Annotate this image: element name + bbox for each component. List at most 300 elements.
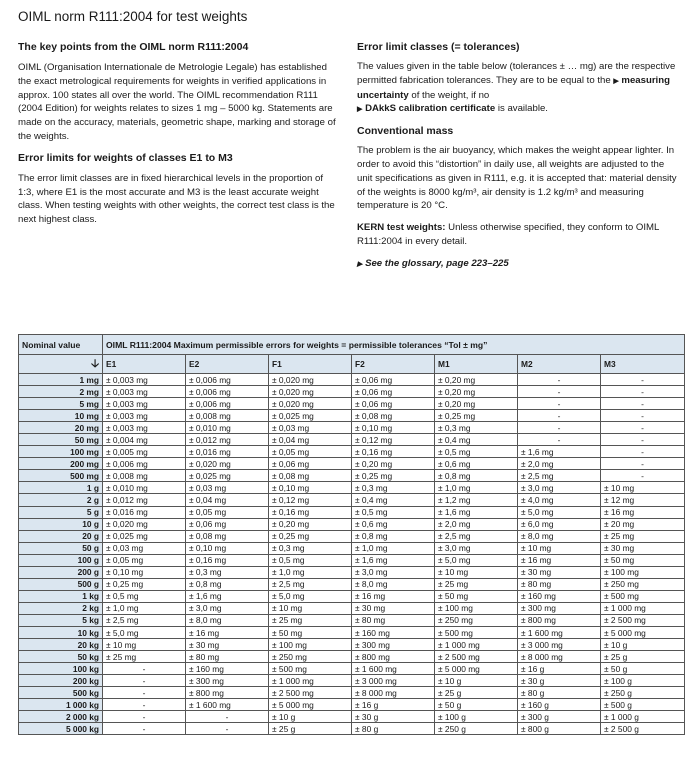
nominal-value-cell: 200 kg (19, 675, 103, 687)
nominal-value-cell: 5 mg (19, 398, 103, 410)
tolerance-cell-e2: ± 0,3 mg (186, 566, 269, 578)
tolerance-cell-e2: ± 16 mg (186, 626, 269, 638)
tolerance-cell-e1: ± 0,025 mg (103, 530, 186, 542)
table-row (19, 675, 685, 687)
tolerance-cell-f1: ± 0,03 mg (269, 422, 352, 434)
dakks-certificate-link[interactable] (357, 103, 495, 114)
page-title: OIML norm R111:2004 for test weights (18, 9, 248, 24)
tolerance-cell-m2: ± 4,0 mg (518, 494, 601, 506)
tolerance-cell-f2: ± 3 000 mg (352, 675, 435, 687)
tolerance-cell-f1: ± 10 mg (269, 602, 352, 614)
tolerance-cell-m2: ± 80 mg (518, 578, 601, 590)
tolerance-cell-e1: ± 0,012 mg (103, 494, 186, 506)
tolerance-cell-m2: ± 800 g (518, 723, 601, 735)
table-row (19, 398, 685, 410)
tolerance-cell-m3: ± 500 mg (601, 590, 685, 602)
tolerance-cell-m1: ± 50 mg (435, 590, 518, 602)
tolerance-cell-f1: ± 500 mg (269, 663, 352, 675)
kern-test-weights-text: Unless otherwise specified, they conform to OIML R111:2004 in every detail. (357, 222, 659, 247)
tolerance-cell-f2: ± 0,4 mg (352, 494, 435, 506)
tolerance-cell-e1: ± 0,003 mg (103, 410, 186, 422)
tolerance-cell-m1: ± 3,0 mg (435, 542, 518, 554)
tolerance-cell-m3: - (601, 434, 685, 446)
tolerance-cell-e2: - (186, 711, 269, 723)
tolerance-cell-m2: ± 8,0 mg (518, 530, 601, 542)
tolerance-cell-m3: ± 1 000 mg (601, 602, 685, 614)
tolerance-cell-e2: ± 0,16 mg (186, 554, 269, 566)
link-arrow-icon: ▶ (613, 77, 619, 85)
tolerance-cell-f1: ± 1,0 mg (269, 566, 352, 578)
tolerance-cell-m2: - (518, 374, 601, 386)
tolerance-cell-m1: ± 100 g (435, 711, 518, 723)
table-row (19, 470, 685, 482)
nominal-value-cell: 50 mg (19, 434, 103, 446)
tolerance-cell-f1: ± 0,020 mg (269, 386, 352, 398)
tolerance-cell-m1: ± 10 g (435, 675, 518, 687)
table-caption: OIML R111:2004 Maximum permissible errors for weights = permissible tolerances “Tol ± mg” (103, 335, 685, 355)
nominal-value-cell: 20 mg (19, 422, 103, 434)
tolerance-cell-m1: ± 0,20 mg (435, 374, 518, 386)
tolerance-cell-e2: ± 1,6 mg (186, 590, 269, 602)
tolerance-cell-e2: ± 0,010 mg (186, 422, 269, 434)
conventional-mass-heading: Conventional mass (357, 125, 454, 138)
nominal-value-cell: 1 000 kg (19, 699, 103, 711)
tolerance-cell-e2: ± 160 mg (186, 663, 269, 675)
tolerance-cell-e1: - (103, 663, 186, 675)
nominal-value-header: Nominal value (19, 335, 103, 355)
table-row (19, 590, 685, 602)
tolerance-cell-f2: ± 80 g (352, 723, 435, 735)
tolerance-cell-m3: - (601, 470, 685, 482)
table-row (19, 554, 685, 566)
tolerance-cell-e1: ± 0,004 mg (103, 434, 186, 446)
error-limits-paragraph: The error limit classes are in fixed hierarchical levels in the proportion of 1:3, where E1 is the most accurate and M3 is the least accurate weight class. When testing weights with other weights, the correct test class is the next highest class. (18, 172, 335, 226)
tolerance-cell-e2: ± 0,006 mg (186, 386, 269, 398)
tolerance-cell-m3: ± 10 mg (601, 482, 685, 494)
table-row (19, 687, 685, 699)
tolerance-cell-f2: ± 16 mg (352, 590, 435, 602)
class-header-m1: M1 (435, 355, 518, 374)
nominal-value-cell: 500 g (19, 578, 103, 590)
tolerance-cell-f2: ± 8,0 mg (352, 578, 435, 590)
tolerance-cell-m1: ± 2,0 mg (435, 518, 518, 530)
tolerance-cell-e1: ± 2,5 mg (103, 614, 186, 626)
tolerances-end-text: is available. (497, 103, 548, 115)
kern-test-weights-paragraph (357, 221, 679, 249)
tolerance-cell-m3: - (601, 422, 685, 434)
table-row (19, 699, 685, 711)
tolerance-cell-m1: ± 2 500 mg (435, 651, 518, 663)
tolerance-cell-f2: ± 16 g (352, 699, 435, 711)
tolerance-cell-m3: ± 100 g (601, 675, 685, 687)
tolerance-cell-f1: ± 0,16 mg (269, 506, 352, 518)
tolerances-paragraph (357, 60, 679, 117)
tolerance-cell-m1: ± 250 mg (435, 614, 518, 626)
table-row (19, 602, 685, 614)
tolerance-cell-m1: ± 0,20 mg (435, 398, 518, 410)
tolerance-cell-m1: ± 0,6 mg (435, 458, 518, 470)
nominal-value-cell: 1 g (19, 482, 103, 494)
nominal-value-cell: 20 kg (19, 639, 103, 651)
measuring-uncertainty-label: measuring uncertainty (357, 74, 670, 101)
table-row (19, 578, 685, 590)
tolerance-cell-e2: ± 3,0 mg (186, 602, 269, 614)
nominal-value-cell: 10 mg (19, 410, 103, 422)
tolerance-cell-e1: ± 0,003 mg (103, 374, 186, 386)
tolerance-cell-m1: ± 25 mg (435, 578, 518, 590)
tolerance-cell-f1: ± 0,04 mg (269, 434, 352, 446)
tolerance-cell-m2: ± 80 g (518, 687, 601, 699)
tolerance-cell-f1: ± 0,10 mg (269, 482, 352, 494)
tolerance-cell-f2: ± 1,0 mg (352, 542, 435, 554)
class-header-e1: E1 (103, 355, 186, 374)
nominal-value-cell: 10 kg (19, 626, 103, 638)
tolerance-cell-m3: - (601, 398, 685, 410)
table-row (19, 494, 685, 506)
tolerance-cell-e1: ± 1,0 mg (103, 602, 186, 614)
tolerance-cell-m3: ± 2 500 g (601, 723, 685, 735)
tolerance-cell-m2: - (518, 386, 601, 398)
tolerance-cell-f1: ± 100 mg (269, 639, 352, 651)
glossary-reference[interactable] (357, 257, 679, 272)
class-header-f2: F2 (352, 355, 435, 374)
tolerance-cell-f2: ± 300 mg (352, 639, 435, 651)
tolerance-cell-e1: - (103, 687, 186, 699)
tolerance-cell-m3: ± 100 mg (601, 566, 685, 578)
tolerance-cell-e2: ± 0,006 mg (186, 374, 269, 386)
tolerance-cell-m3: ± 12 mg (601, 494, 685, 506)
tolerance-cell-m3: ± 16 mg (601, 506, 685, 518)
tolerance-cell-m3: - (601, 386, 685, 398)
nominal-value-cell: 2 mg (19, 386, 103, 398)
tolerance-cell-m2: ± 1,6 mg (518, 446, 601, 458)
tolerance-cell-e1: - (103, 723, 186, 735)
tolerance-cell-m3: ± 50 mg (601, 554, 685, 566)
table-row (19, 518, 685, 530)
tolerance-cell-e2: ± 800 mg (186, 687, 269, 699)
tolerance-cell-f2: ± 800 mg (352, 651, 435, 663)
tolerance-cell-e2: ± 0,06 mg (186, 518, 269, 530)
tolerance-cell-e2: ± 30 mg (186, 639, 269, 651)
tolerance-cell-f1: ± 0,20 mg (269, 518, 352, 530)
tolerance-cell-e2: ± 0,10 mg (186, 542, 269, 554)
nominal-value-cell: 200 g (19, 566, 103, 578)
tolerance-cell-e2: - (186, 723, 269, 735)
tolerance-cell-f1: ± 0,5 mg (269, 554, 352, 566)
tolerance-cell-e2: ± 0,008 mg (186, 410, 269, 422)
tolerance-cell-e1: - (103, 699, 186, 711)
tolerance-cell-f2: ± 8 000 mg (352, 687, 435, 699)
tolerance-cell-f1: ± 0,025 mg (269, 410, 352, 422)
nominal-value-cell: 500 kg (19, 687, 103, 699)
tolerance-cell-m1: ± 0,25 mg (435, 410, 518, 422)
table-row (19, 639, 685, 651)
tolerance-cell-f2: ± 0,08 mg (352, 410, 435, 422)
tolerance-cell-m2: ± 16 g (518, 663, 601, 675)
tolerance-cell-f2: ± 0,5 mg (352, 506, 435, 518)
tolerance-cell-m2: - (518, 422, 601, 434)
tolerance-cell-m3: - (601, 458, 685, 470)
nominal-value-cell: 1 mg (19, 374, 103, 386)
tolerance-cell-m1: ± 2,5 mg (435, 530, 518, 542)
table-row (19, 506, 685, 518)
link-arrow-icon: ▶ (357, 106, 363, 114)
class-header-m2: M2 (518, 355, 601, 374)
tolerance-cell-m1: ± 0,20 mg (435, 386, 518, 398)
tolerance-cell-e1: ± 0,003 mg (103, 386, 186, 398)
tolerance-cell-e1: ± 5,0 mg (103, 626, 186, 638)
tolerance-cell-f2: ± 0,8 mg (352, 530, 435, 542)
tolerance-cell-e1: ± 0,05 mg (103, 554, 186, 566)
tolerance-cell-f2: ± 0,25 mg (352, 470, 435, 482)
tolerance-cell-e2: ± 0,05 mg (186, 506, 269, 518)
tolerance-cell-f2: ± 80 mg (352, 614, 435, 626)
tolerance-cell-f1: ± 250 mg (269, 651, 352, 663)
tolerance-cell-f1: ± 2 500 mg (269, 687, 352, 699)
tolerance-cell-m2: ± 8 000 mg (518, 651, 601, 663)
tolerance-cell-m1: ± 1,2 mg (435, 494, 518, 506)
tolerance-cell-f1: ± 0,05 mg (269, 446, 352, 458)
tolerance-cell-e1: ± 0,006 mg (103, 458, 186, 470)
table-row (19, 410, 685, 422)
tolerance-cell-e1: ± 0,010 mg (103, 482, 186, 494)
tolerance-cell-f1: ± 0,08 mg (269, 470, 352, 482)
tolerance-cell-e1: ± 0,016 mg (103, 506, 186, 518)
nominal-value-cell: 2 kg (19, 602, 103, 614)
tolerance-cell-m2: ± 1 600 mg (518, 626, 601, 638)
tolerance-cell-e2: ± 0,012 mg (186, 434, 269, 446)
tolerance-cell-m3: - (601, 446, 685, 458)
tolerance-cell-e2: ± 80 mg (186, 651, 269, 663)
tolerance-cell-e1: ± 25 mg (103, 651, 186, 663)
nominal-value-cell: 20 g (19, 530, 103, 542)
tolerance-cell-m2: ± 5,0 mg (518, 506, 601, 518)
tolerance-cell-m1: ± 0,3 mg (435, 422, 518, 434)
tolerance-cell-f1: ± 50 mg (269, 626, 352, 638)
tolerances-mid-text: of the weight, if no (411, 89, 490, 101)
tolerance-cell-m2: ± 30 mg (518, 566, 601, 578)
nominal-value-cell: 5 000 kg (19, 723, 103, 735)
tolerance-cell-m3: ± 250 g (601, 687, 685, 699)
tolerance-cell-f1: ± 0,020 mg (269, 398, 352, 410)
tolerance-cell-e2: ± 0,8 mg (186, 578, 269, 590)
tolerance-cell-f1: ± 25 mg (269, 614, 352, 626)
tolerance-cell-e1: ± 0,10 mg (103, 566, 186, 578)
table-row (19, 614, 685, 626)
tolerance-cell-f1: ± 5,0 mg (269, 590, 352, 602)
tolerance-cell-f2: ± 0,16 mg (352, 446, 435, 458)
class-header-e2: E2 (186, 355, 269, 374)
tolerance-cell-e1: ± 0,008 mg (103, 470, 186, 482)
key-points-heading: The key points from the OIML norm R111:2004 (18, 41, 249, 53)
table-row (19, 482, 685, 494)
tolerance-cell-e1: - (103, 675, 186, 687)
nominal-value-cell: 200 mg (19, 458, 103, 470)
tolerance-cell-m2: ± 30 g (518, 675, 601, 687)
tolerance-cell-m1: ± 1,0 mg (435, 482, 518, 494)
tolerance-cell-m3: ± 50 g (601, 663, 685, 675)
tolerance-cell-m3: ± 1 000 g (601, 711, 685, 723)
tolerance-cell-f2: ± 0,06 mg (352, 398, 435, 410)
tolerance-cell-m3: ± 250 mg (601, 578, 685, 590)
tolerance-cell-e2: ± 0,016 mg (186, 446, 269, 458)
class-header-f1: F1 (269, 355, 352, 374)
table-row (19, 566, 685, 578)
nominal-value-cell: 50 kg (19, 651, 103, 663)
tolerance-cell-m2: ± 300 g (518, 711, 601, 723)
tolerance-cell-f2: ± 160 mg (352, 626, 435, 638)
tolerance-cell-m3: ± 5 000 mg (601, 626, 685, 638)
nominal-value-cell: 50 g (19, 542, 103, 554)
table-row (19, 711, 685, 723)
tolerance-cell-e1: - (103, 711, 186, 723)
tolerance-cell-f1: ± 0,12 mg (269, 494, 352, 506)
tolerance-cell-m2: ± 10 mg (518, 542, 601, 554)
table-row (19, 542, 685, 554)
tolerance-cell-f2: ± 30 g (352, 711, 435, 723)
tolerance-cell-f1: ± 0,06 mg (269, 458, 352, 470)
down-arrow-icon: 🡣 (19, 355, 103, 374)
tolerance-cell-e2: ± 0,04 mg (186, 494, 269, 506)
tolerance-cell-f2: ± 0,06 mg (352, 374, 435, 386)
right-column (357, 41, 679, 280)
tolerance-cell-m1: ± 0,4 mg (435, 434, 518, 446)
class-header-m3: M3 (601, 355, 685, 374)
nominal-value-cell: 5 kg (19, 614, 103, 626)
tolerance-cell-e2: ± 300 mg (186, 675, 269, 687)
tolerance-cell-m3: ± 20 mg (601, 518, 685, 530)
nominal-value-cell: 5 g (19, 506, 103, 518)
tolerance-cell-m2: ± 2,5 mg (518, 470, 601, 482)
tolerance-cell-f2: ± 1,6 mg (352, 554, 435, 566)
nominal-value-cell: 100 g (19, 554, 103, 566)
error-limits-heading: Error limits for weights of classes E1 to M3 (18, 151, 233, 164)
tolerance-cell-m1: ± 50 g (435, 699, 518, 711)
tolerance-cell-m3: ± 25 mg (601, 530, 685, 542)
tolerance-cell-e1: ± 0,003 mg (103, 422, 186, 434)
tolerances-text: The values given in the table below (tolerances ± … mg) are the respective permitted fabrication tolerances. They are to be equal to the (357, 61, 676, 86)
tolerance-cell-f2: ± 1 600 mg (352, 663, 435, 675)
conventional-mass-paragraph: The problem is the air buoyancy, which makes the weight appear lighter. In order to avoid this “distortion” in daily use, all weights are adjusted to the unit specifications as given in R111, e.g. it is accepted that: material density of the weights is 8000 kg/m³, air density is 1.2 kg/m³ and measuring temperature is 20 °C. (357, 145, 677, 212)
tolerance-cell-m3: ± 500 g (601, 699, 685, 711)
table-row (19, 386, 685, 398)
kern-test-weights-label: KERN test weights: (357, 222, 446, 234)
tolerance-cell-f1: ± 0,3 mg (269, 542, 352, 554)
nominal-value-cell: 2 000 kg (19, 711, 103, 723)
tolerance-cell-m2: - (518, 410, 601, 422)
table-row (19, 530, 685, 542)
tolerance-cell-e2: ± 1 600 mg (186, 699, 269, 711)
nominal-value-cell: 1 kg (19, 590, 103, 602)
nominal-value-cell: 100 kg (19, 663, 103, 675)
nominal-value-cell: 2 g (19, 494, 103, 506)
tolerance-cell-f2: ± 0,20 mg (352, 458, 435, 470)
tolerance-cell-m2: ± 300 mg (518, 602, 601, 614)
nominal-value-cell: 100 mg (19, 446, 103, 458)
tolerance-cell-f1: ± 0,020 mg (269, 374, 352, 386)
tolerance-cell-m2: - (518, 398, 601, 410)
tolerance-cell-m2: - (518, 434, 601, 446)
tolerance-cell-e2: ± 0,08 mg (186, 530, 269, 542)
tolerance-cell-e1: ± 10 mg (103, 639, 186, 651)
tolerance-cell-m2: ± 800 mg (518, 614, 601, 626)
tolerance-cell-m1: ± 1,6 mg (435, 506, 518, 518)
tolerance-cell-f2: ± 0,12 mg (352, 434, 435, 446)
table-row (19, 626, 685, 638)
tolerance-cell-f1: ± 10 g (269, 711, 352, 723)
tolerance-cell-f2: ± 0,3 mg (352, 482, 435, 494)
table-row (19, 651, 685, 663)
tolerance-cell-f1: ± 0,25 mg (269, 530, 352, 542)
tolerance-cell-e2: ± 0,006 mg (186, 398, 269, 410)
tolerance-table (18, 334, 685, 735)
tolerance-cell-m1: ± 1 000 mg (435, 639, 518, 651)
tolerance-cell-m3: - (601, 374, 685, 386)
glossary-link-label: See the glossary, page 223–225 (365, 257, 509, 269)
tolerance-cell-m3: - (601, 410, 685, 422)
tolerance-cell-f2: ± 0,10 mg (352, 422, 435, 434)
nominal-value-cell: 10 g (19, 518, 103, 530)
tolerance-cell-m2: ± 6,0 mg (518, 518, 601, 530)
tolerances-heading: Error limit classes (= tolerances) (357, 41, 520, 53)
tolerance-cell-m1: ± 25 g (435, 687, 518, 699)
tolerance-cell-e1: ± 0,5 mg (103, 590, 186, 602)
tolerance-cell-f1: ± 25 g (269, 723, 352, 735)
tolerance-cell-e1: ± 0,03 mg (103, 542, 186, 554)
tolerance-cell-e2: ± 0,03 mg (186, 482, 269, 494)
tolerance-cell-m1: ± 100 mg (435, 602, 518, 614)
tolerance-cell-f2: ± 0,06 mg (352, 386, 435, 398)
tolerance-cell-m2: ± 160 mg (518, 590, 601, 602)
table-body (19, 374, 685, 735)
tolerance-cell-e1: ± 0,020 mg (103, 518, 186, 530)
left-column (18, 41, 340, 235)
tolerance-cell-e2: ± 0,025 mg (186, 470, 269, 482)
tolerance-cell-m2: ± 3 000 mg (518, 639, 601, 651)
table-row (19, 434, 685, 446)
tolerance-cell-m3: ± 2 500 mg (601, 614, 685, 626)
tolerance-cell-m2: ± 3,0 mg (518, 482, 601, 494)
table-row (19, 422, 685, 434)
tolerance-cell-e1: ± 0,003 mg (103, 398, 186, 410)
table-row (19, 723, 685, 735)
dakks-certificate-label: DAkkS calibration certificate (365, 103, 496, 115)
tolerance-cell-e2: ± 0,020 mg (186, 458, 269, 470)
tolerance-cell-m3: ± 10 g (601, 639, 685, 651)
tolerance-cell-m1: ± 0,5 mg (435, 446, 518, 458)
tolerance-cell-e1: ± 0,25 mg (103, 578, 186, 590)
tolerance-cell-m1: ± 0,8 mg (435, 470, 518, 482)
link-arrow-icon: ▶ (357, 260, 363, 268)
tolerance-cell-m2: ± 2,0 mg (518, 458, 601, 470)
tolerance-cell-m2: ± 16 mg (518, 554, 601, 566)
tolerance-cell-m1: ± 5 000 mg (435, 663, 518, 675)
key-points-paragraph: OIML (Organisation Internationale de Metrologie Legale) has established the exact metrological requirements for weights in verified applications in approx. 100 states all over the world. The OIML recommendation R111 (2004 Edition) for weights relates to sizes 1 mg – 5000 kg. Statements are made on the accuracy, materials, geometric shape, marking and storage of the weights. (18, 62, 336, 142)
nominal-value-cell: 500 mg (19, 470, 103, 482)
table-row (19, 663, 685, 675)
table-row (19, 374, 685, 386)
tolerance-cell-f2: ± 3,0 mg (352, 566, 435, 578)
tolerance-cell-m1: ± 10 mg (435, 566, 518, 578)
tolerance-cell-e1: ± 0,005 mg (103, 446, 186, 458)
tolerance-cell-f2: ± 0,6 mg (352, 518, 435, 530)
tolerance-cell-m1: ± 250 g (435, 723, 518, 735)
tolerance-cell-m1: ± 500 mg (435, 626, 518, 638)
table-row (19, 446, 685, 458)
tolerance-cell-f2: ± 30 mg (352, 602, 435, 614)
tolerance-cell-e2: ± 8,0 mg (186, 614, 269, 626)
tolerance-cell-m3: ± 30 mg (601, 542, 685, 554)
